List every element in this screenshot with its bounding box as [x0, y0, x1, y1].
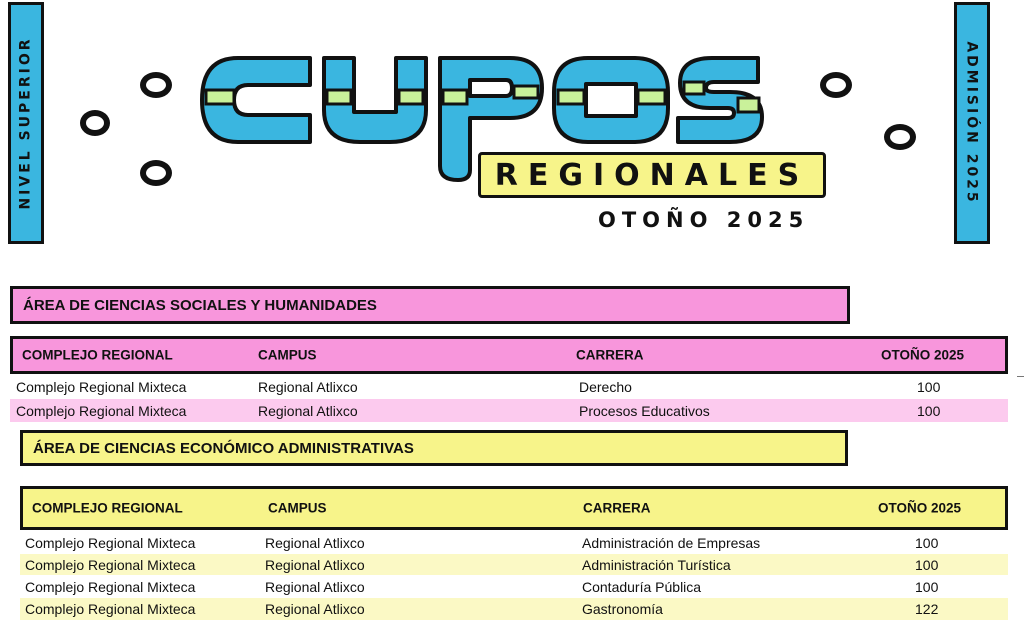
- table-row: [10, 376, 1008, 398]
- col-complejo: COMPLEJO REGIONAL: [22, 347, 173, 363]
- cell-campus: Regional Atlixco: [258, 379, 358, 395]
- cell-carrera: Gastronomía: [582, 601, 663, 617]
- table-row: [20, 532, 1008, 553]
- cell-campus: Regional Atlixco: [265, 601, 365, 617]
- cell-complejo: Complejo Regional Mixteca: [16, 402, 187, 419]
- col-carrera: CARRERA: [576, 347, 644, 363]
- table-row: [20, 554, 1008, 575]
- ring-decoration-icon: [140, 72, 172, 98]
- section-title-economico: ÁREA DE CIENCIAS ECONÓMICO ADMINISTRATIVAS: [20, 430, 848, 466]
- left-side-banner: [8, 2, 44, 244]
- ring-decoration-icon: [80, 110, 110, 136]
- cell-cupos: 122: [915, 601, 939, 617]
- cell-carrera: Contaduría Pública: [582, 578, 702, 595]
- cell-complejo: Complejo Regional Mixteca: [25, 556, 196, 573]
- cell-carrera: Administración de Empresas: [582, 534, 761, 551]
- table-header-economico: [20, 486, 1008, 530]
- cell-complejo: Complejo Regional Mixteca: [16, 379, 187, 395]
- divider: [1017, 376, 1024, 377]
- cell-complejo: Complejo Regional Mixteca: [25, 601, 196, 617]
- table-row: [10, 399, 1008, 422]
- left-banner-text: NIVEL SUPERIOR: [18, 36, 35, 210]
- table-row: [20, 598, 1008, 620]
- cell-cupos: 100: [915, 578, 939, 595]
- right-side-banner: [954, 2, 990, 244]
- cell-campus: Regional Atlixco: [265, 534, 365, 551]
- col-otono: OTOÑO 2025: [881, 347, 965, 363]
- subtitle-text: REGIONALES: [494, 157, 810, 193]
- cell-cupos: 100: [915, 556, 939, 573]
- right-banner-text: ADMISIÓN 2025: [964, 41, 981, 205]
- cell-carrera: Procesos Educativos: [579, 402, 710, 419]
- cell-campus: Regional Atlixco: [258, 402, 358, 419]
- table-header-sociales: [10, 336, 1008, 374]
- cell-campus: Regional Atlixco: [265, 556, 365, 573]
- cell-cupos: 100: [915, 534, 939, 551]
- table-row: [20, 576, 1008, 597]
- cell-campus: Regional Atlixco: [265, 578, 365, 595]
- cell-carrera: Derecho: [579, 379, 632, 395]
- ring-decoration-icon: [140, 160, 172, 186]
- cell-cupos: 100: [917, 402, 941, 419]
- ring-decoration-icon: [884, 124, 916, 150]
- col-complejo: COMPLEJO REGIONAL: [32, 500, 183, 516]
- period-label: OTOÑO 2025: [598, 208, 810, 232]
- ring-decoration-icon: [820, 72, 852, 98]
- cell-cupos: 100: [917, 379, 941, 395]
- col-campus: CAMPUS: [268, 500, 327, 516]
- section-title-sociales: ÁREA DE CIENCIAS SOCIALES Y HUMANIDADES: [10, 286, 850, 324]
- col-otono: OTOÑO 2025: [878, 500, 962, 516]
- col-carrera: CARRERA: [583, 500, 651, 516]
- col-campus: CAMPUS: [258, 347, 317, 363]
- cell-complejo: Complejo Regional Mixteca: [25, 534, 196, 551]
- cell-carrera: Administración Turística: [582, 556, 731, 573]
- regionales-subtitle-box: [478, 152, 826, 198]
- cell-complejo: Complejo Regional Mixteca: [25, 578, 196, 595]
